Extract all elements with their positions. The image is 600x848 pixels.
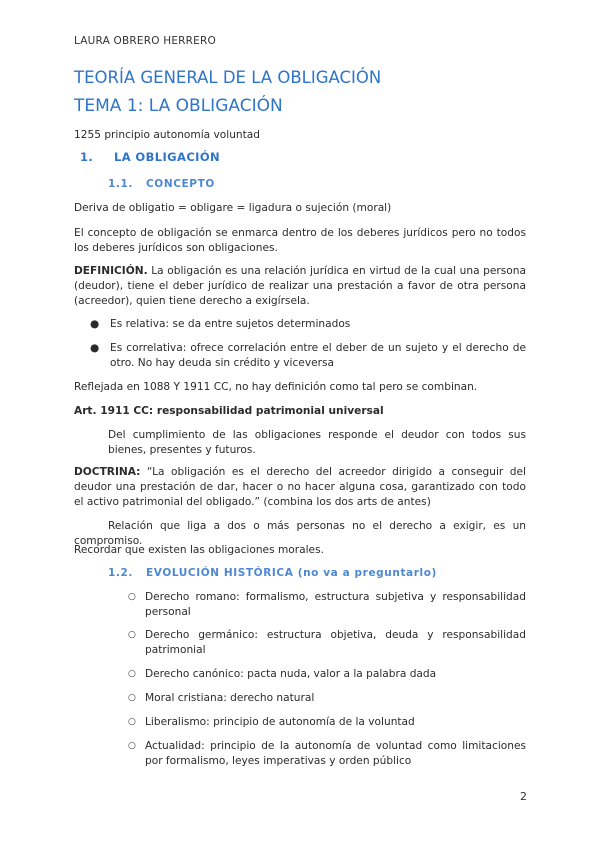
circle-bullet-icon: ○ <box>128 717 136 727</box>
article-heading: Art. 1911 CC: responsabilidad patrimonial universal <box>74 405 384 417</box>
subsection-heading-evolucion <box>108 567 437 579</box>
paragraph-reflejada: Reflejada en 1088 Y 1911 CC, no hay definición como tal pero se combinan. <box>74 381 478 393</box>
subsection-number: 1.2. <box>108 567 133 579</box>
doctrina-label: DOCTRINA: <box>74 466 141 478</box>
paragraph-concepto: El concepto de obligación se enmarca dentro de los deberes jurídicos pero no todos los deberes jurídicos son obligaciones. <box>74 227 526 254</box>
bullet-item <box>90 341 526 371</box>
intro-line: 1255 principio autonomía voluntad <box>74 129 261 141</box>
bullet-dot-icon: ● <box>90 342 100 354</box>
circle-bullet-icon: ○ <box>128 630 136 640</box>
circle-bullet-icon: ○ <box>128 741 136 751</box>
subsection-heading-concepto <box>108 178 215 190</box>
circle-bullet-icon: ○ <box>128 693 136 703</box>
list-item-text: Derecho romano: formalismo, estructura subjetiva y responsabilidad personal <box>145 591 526 618</box>
list-item-text: Actualidad: principio de la autonomía de voluntad como limitaciones por formalismo, leyes imperativas y orden público <box>145 740 526 767</box>
page-number: 2 <box>520 790 527 803</box>
subsection-label: CONCEPTO <box>146 178 215 190</box>
subsection-label: EVOLUCIÓN HISTÓRICA (no va a preguntarlo) <box>146 567 437 579</box>
list-item <box>128 590 526 620</box>
bullet-text: Es correlativa: ofrece correlación entre el deber de un sujeto y el derecho de otro. No hay deuda sin crédito y viceversa <box>110 342 526 369</box>
paragraph-deriva: Deriva de obligatio = obligare = ligadura o sujeción (moral) <box>74 202 392 214</box>
bullet-item <box>90 317 526 332</box>
list-item-text: Derecho germánico: estructura objetiva, deuda y responsabilidad patrimonial <box>145 629 526 656</box>
list-item-text: Derecho canónico: pacta nuda, valor a la palabra dada <box>145 668 437 680</box>
paragraph-definicion <box>74 264 526 309</box>
list-item <box>128 739 526 769</box>
doctrina-text: “La obligación es el derecho del acreedor dirigido a conseguir del deudor una prestación de dar, hacer o no hacer alguna cosa, garantizado con todo el activo patrimonial del obligado.” (combina los dos arts de antes) <box>74 466 526 508</box>
definicion-label: DEFINICIÓN. <box>74 265 148 277</box>
paragraph-relacion: Relación que liga a dos o más personas no el derecho a exigir, es un compromiso. <box>74 520 526 547</box>
bullet-dot-icon: ● <box>90 318 100 330</box>
subsection-number: 1.1. <box>108 178 133 190</box>
list-item <box>128 691 526 706</box>
definicion-text: La obligación es una relación jurídica en virtud de la cual una persona (deudor), tiene el deber jurídico de realizar una prestación a favor de otra persona (acreedor), quien tiene derecho a exigírsela. <box>74 265 526 307</box>
section-label: LA OBLIGACIÓN <box>114 150 221 164</box>
circle-bullet-icon: ○ <box>128 669 136 679</box>
list-item <box>128 667 526 682</box>
paragraph-article: Del cumplimiento de las obligaciones responde el deudor con todos sus bienes, presentes y futuros. <box>108 429 526 456</box>
bullet-text: Es relativa: se da entre sujetos determinados <box>110 318 351 330</box>
paragraph-doctrina <box>74 465 526 510</box>
list-item-text: Liberalismo: principio de autonomía de la voluntad <box>145 716 415 728</box>
list-item-text: Moral cristiana: derecho natural <box>145 692 315 704</box>
topic-title: TEMA 1: LA OBLIGACIÓN <box>74 96 283 116</box>
list-item <box>128 628 526 658</box>
paragraph-recordar: Recordar que existen las obligaciones morales. <box>74 544 324 556</box>
document-title: TEORÍA GENERAL DE LA OBLIGACIÓN <box>74 68 382 87</box>
page-header-author: LAURA OBRERO HERRERO <box>74 35 216 47</box>
list-item <box>128 715 526 730</box>
section-heading-1 <box>74 150 220 164</box>
section-number: 1. <box>80 150 94 164</box>
circle-bullet-icon: ○ <box>128 592 136 602</box>
